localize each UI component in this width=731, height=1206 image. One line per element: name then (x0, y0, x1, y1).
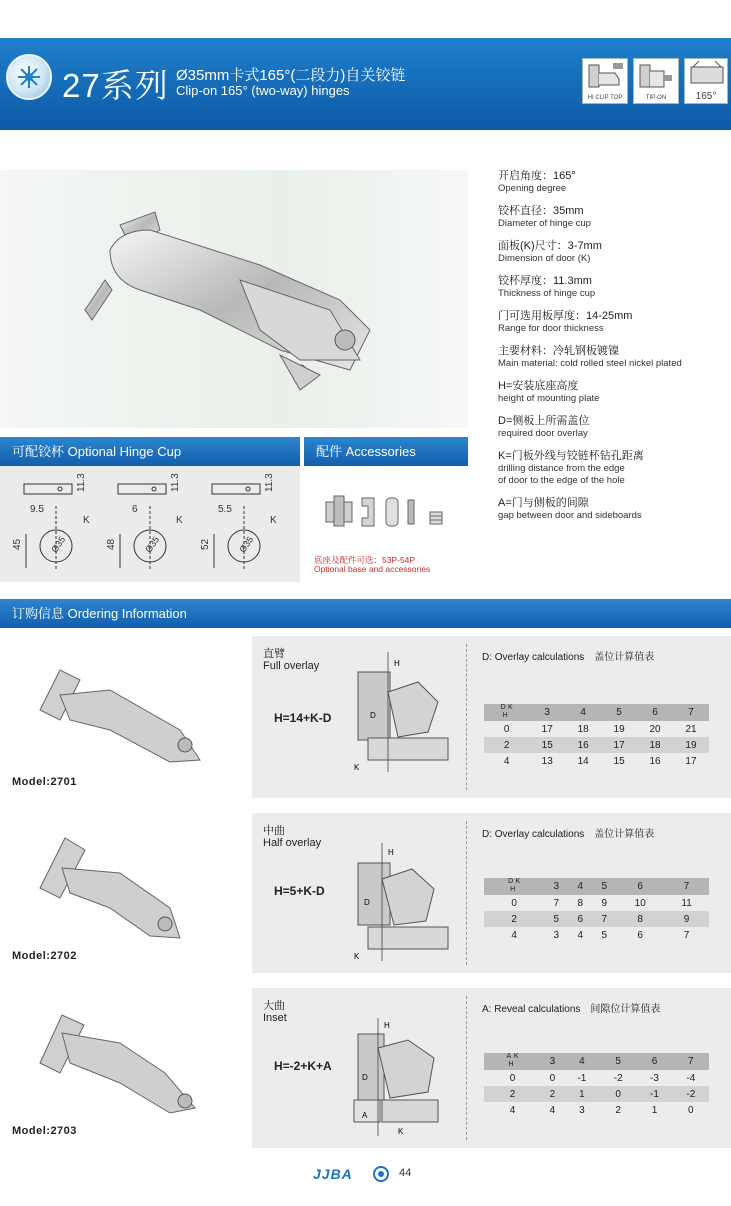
formula: H=5+K-D (274, 884, 325, 898)
overlay-type-cn: 大曲 (263, 1000, 285, 1012)
cup-k-label: K (176, 515, 183, 526)
table-row: 0 0 -1 -2 -3 -4 (484, 1070, 709, 1086)
overlay-diagram (348, 843, 458, 968)
divider (466, 996, 467, 1140)
cup-thickness-label: 11.3 (76, 473, 87, 492)
product-title-cn: Ø35mm卡式165°(二段力)自关铰链 (176, 67, 406, 84)
cup-offset-label: 9.5 (30, 504, 44, 515)
spec-item: 门可选用板厚度：14-25mm Range for door thickness (498, 310, 633, 334)
hinge-cup-drawing (12, 473, 90, 570)
table-row: 2 5 6 7 8 9 (484, 911, 709, 927)
diagram-label-h: H (394, 659, 400, 668)
spec-item: K=门板外线与铰链杯钻孔距离 drilling distance from the edge of door to the edge of the hole (498, 450, 644, 486)
snowflake-logo-icon (6, 54, 52, 100)
diagram-label-k: K (354, 952, 360, 961)
table-row: 0 7 8 9 10 11 (484, 895, 709, 911)
model-label: Model:2702 (12, 950, 77, 962)
product-title-en: Clip-on 165° (two-way) hinges (176, 83, 350, 98)
spec-item: 主要材料：冷轧钢板镀镍 Main material: cold rolled steel nickel plated (498, 345, 682, 369)
spec-item: 开启角度：165° Opening degree (498, 170, 576, 194)
cup-thickness-label: 11.3 (170, 473, 181, 492)
spec-item: 铰杯直径：35mm Diameter of hinge cup (498, 205, 591, 229)
table-corner: A K H (506, 1053, 519, 1068)
overlay-type-en: Full overlay (263, 660, 320, 672)
ordering-bar: 订购信息 Ordering Information (0, 599, 731, 628)
table-row: 4 13 14 15 16 17 (484, 753, 709, 769)
tip-on-icon: TIP-ON (633, 58, 679, 104)
screw-icon (408, 500, 414, 524)
dowel-icon (430, 512, 442, 524)
diagram-label-k: K (398, 1127, 404, 1136)
calc-title: D: Overlay calculations 盖位计算值表 (482, 652, 655, 663)
cup-depth-label: 45 (12, 538, 23, 550)
diagram-label-d: D (370, 711, 376, 720)
table-row: 0 17 18 19 20 21 (484, 721, 709, 737)
svg-text:JJBA: JJBA (313, 1166, 353, 1182)
hinge-cup-drawing (106, 473, 183, 570)
header-banner (0, 38, 731, 130)
jjbao-logo-icon (313, 1163, 393, 1190)
table-row: 2 15 16 17 18 19 (484, 737, 709, 753)
cup-thickness-label: 11.3 (264, 473, 275, 492)
reveal-table (484, 1053, 709, 1118)
hinge-cup-bar: 可配铰杯 Optional Hinge Cup (0, 437, 300, 466)
cover-cap-icon (386, 498, 398, 526)
divider (466, 644, 467, 790)
order-panel-2703 (252, 988, 731, 1148)
overlay-table (484, 704, 709, 769)
diagram-label-h: H (384, 1021, 390, 1030)
product-image-2702 (0, 828, 250, 943)
diagram-label-a: A (362, 1111, 368, 1120)
overlay-type-en: Inset (263, 1012, 287, 1024)
table-corner: D K H (500, 704, 513, 719)
spec-item: 铰杯厚度：11.3mm Thickness of hinge cup (498, 275, 596, 299)
calc-title: A: Reveal calculations 间隙位计算值表 (482, 1004, 661, 1015)
product-image-2703 (0, 1003, 250, 1118)
page-number: 44 (399, 1167, 412, 1179)
cup-diameter-label: Ø35 (49, 534, 68, 555)
table-row: 4 4 3 2 1 0 (484, 1102, 709, 1118)
clip-icon (362, 498, 374, 526)
cup-offset-label: 5.5 (218, 504, 232, 515)
overlay-type-cn: 直臂 (263, 648, 285, 660)
cup-diameter-label: Ø35 (237, 534, 256, 555)
table-corner: D K H (508, 878, 521, 893)
overlay-table (484, 878, 709, 943)
overlay-diagram (348, 1018, 458, 1143)
spec-item: A=门与侧板的间隙 gap between door and sideboards (498, 497, 642, 521)
spec-list (498, 170, 728, 532)
formula: H=14+K-D (274, 711, 332, 725)
order-panel-2701 (252, 636, 731, 798)
cup-offset-label: 6 (132, 504, 138, 515)
product-image-2701 (0, 650, 250, 770)
spec-item: H=安装底座高度 height of mounting plate (498, 380, 600, 404)
calc-title: D: Overlay calculations 盖位计算值表 (482, 829, 655, 840)
diagram-label-d: D (364, 898, 370, 907)
table-row: 2 2 1 0 -1 -2 (484, 1086, 709, 1102)
cup-depth-label: 52 (200, 538, 211, 550)
hero-hinge-image (0, 170, 468, 428)
cup-diameter-label: Ø35 (143, 534, 162, 555)
cup-k-label: K (270, 515, 277, 526)
spec-item: 面板(K)尺寸：3-7mm Dimension of door (K) (498, 240, 602, 264)
series-title: 27系列 (62, 67, 169, 104)
accessories-note-en: Optional base and accessories (314, 564, 431, 574)
accessories-note-cn: 底座及配件可选：53P-54P (314, 555, 416, 565)
cup-depth-label: 48 (106, 538, 117, 550)
diagram-label-k: K (354, 763, 360, 772)
angle-165-icon: 165° (684, 58, 728, 104)
order-panel-2702 (252, 813, 731, 973)
formula: H=-2+K+A (274, 1059, 332, 1073)
model-label: Model:2703 (12, 1125, 77, 1137)
overlay-diagram (348, 652, 458, 782)
accessories-bar: 配件 Accessories (304, 437, 468, 466)
overlay-type-cn: 中曲 (263, 825, 285, 837)
table-row: 4 3 4 5 6 7 (484, 927, 709, 943)
diagram-label-d: D (362, 1073, 368, 1082)
hi-clip-top-icon: HI CLIP TOP (582, 58, 628, 104)
table-header-row: D K H 3 4 5 6 7 (484, 704, 709, 721)
mounting-plate-icon (326, 496, 352, 526)
table-header-row: A K H 3 4 5 6 7 (484, 1053, 709, 1070)
divider (466, 821, 467, 965)
hinge-cup-drawing (200, 473, 277, 570)
table-header-row: D K H 3 4 5 6 7 (484, 878, 709, 895)
hinge-cup-panel (0, 466, 300, 582)
cup-k-label: K (83, 515, 90, 526)
overlay-type-en: Half overlay (263, 837, 322, 849)
diagram-label-h: H (388, 848, 394, 857)
model-label: Model:2701 (12, 776, 77, 788)
accessories-panel (304, 466, 468, 582)
spec-item: D=侧板上所需盖位 required door overlay (498, 415, 590, 439)
